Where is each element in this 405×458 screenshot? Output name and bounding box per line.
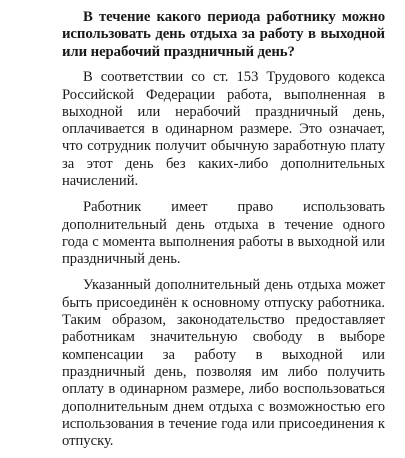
- question-heading: В течение какого периода работнику можно использовать день отдыха за работу в выходной или нерабочий праздничный день?: [62, 9, 385, 60]
- document-body: [62, 9, 385, 450]
- paragraph-day-off-right: Работник имеет право использовать дополнительный день отдыха в течение одного года с момента выполнения работы в выходной или праздничный день.: [62, 199, 385, 268]
- paragraph-vacation-join: Указанный дополнительный день отдыха может быть присоединён к основному отпуску работника. Таким образом, законодательство предоставляет работникам значительную свободу в выборе компенсации за работу в выходной или праздничный день, позволяя им либо получить оплату в одинарном размере, либо воспользоваться дополнительным днем отдыха с возможностью его использования в течение года или присоединения к отпуску.: [62, 277, 385, 450]
- paragraph-overtime-pay: В соответствии со ст. 153 Трудового кодекса Российской Федерации работа, выполненная в выходной или нерабочий праздничный день, оплачивается в одинарном размере. Это означает, что сотрудник получит обычную заработную плату за этот день без каких-либо дополнительных начислений.: [62, 69, 385, 189]
